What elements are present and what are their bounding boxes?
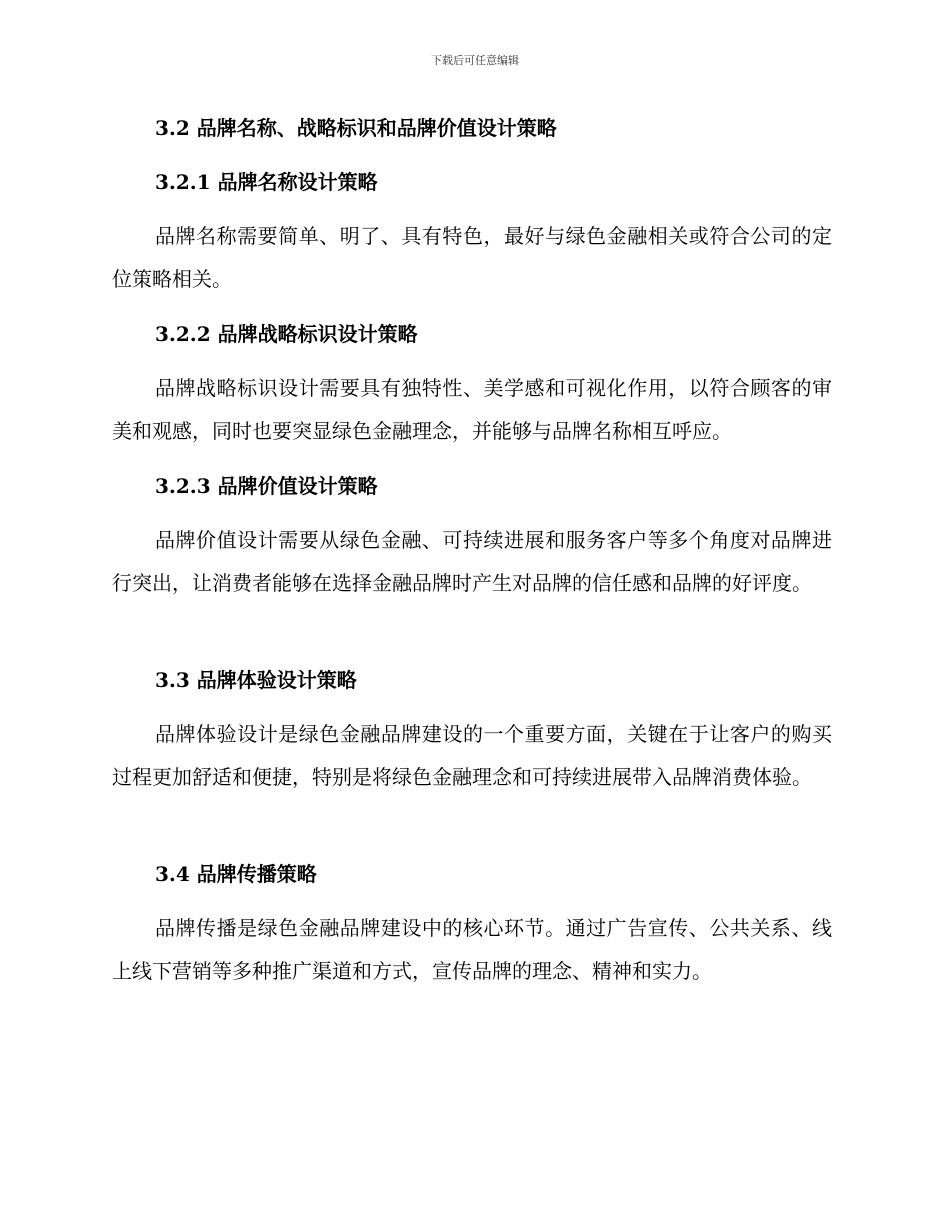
- page-header: 下载后可任意编辑: [431, 54, 519, 67]
- heading-3-3: 3.3 品牌体验设计策略: [155, 668, 357, 692]
- heading-3-2-2: 3.2.2 品牌战略标识设计策略: [155, 322, 418, 346]
- paragraph-3-2-2: 品牌战略标识设计需要具有独特性、美学感和可视化作用，以符合顾客的审美和观感，同时也要突显绿色金融理念，并能够与品牌名称相互呼应。: [112, 376, 832, 443]
- heading-3-2-3: 3.2.3 品牌价值设计策略: [155, 474, 378, 498]
- paragraph-3-2-1: 品牌名称需要简单、明了、具有特色，最好与绿色金融相关或符合公司的定位策略相关。: [112, 224, 832, 291]
- paragraph-3-4: 品牌传播是绿色金融品牌建设中的核心环节。通过广告宣传、公共关系、线上线下营销等多种推广渠道和方式，宣传品牌的理念、精神和实力。: [112, 916, 832, 983]
- heading-3-2: 3.2 品牌名称、战略标识和品牌价值设计策略: [155, 116, 557, 140]
- paragraph-3-2-3: 品牌价值设计需要从绿色金融、可持续进展和服务客户等多个角度对品牌进行突出，让消费者能够在选择金融品牌时产生对品牌的信任感和品牌的好评度。: [112, 528, 832, 595]
- heading-3-4: 3.4 品牌传播策略: [155, 862, 317, 886]
- heading-3-2-1: 3.2.1 品牌名称设计策略: [155, 170, 378, 194]
- paragraph-3-3: 品牌体验设计是绿色金融品牌建设的一个重要方面，关键在于让客户的购买过程更加舒适和便捷，特别是将绿色金融理念和可持续进展带入品牌消费体验。: [112, 722, 832, 789]
